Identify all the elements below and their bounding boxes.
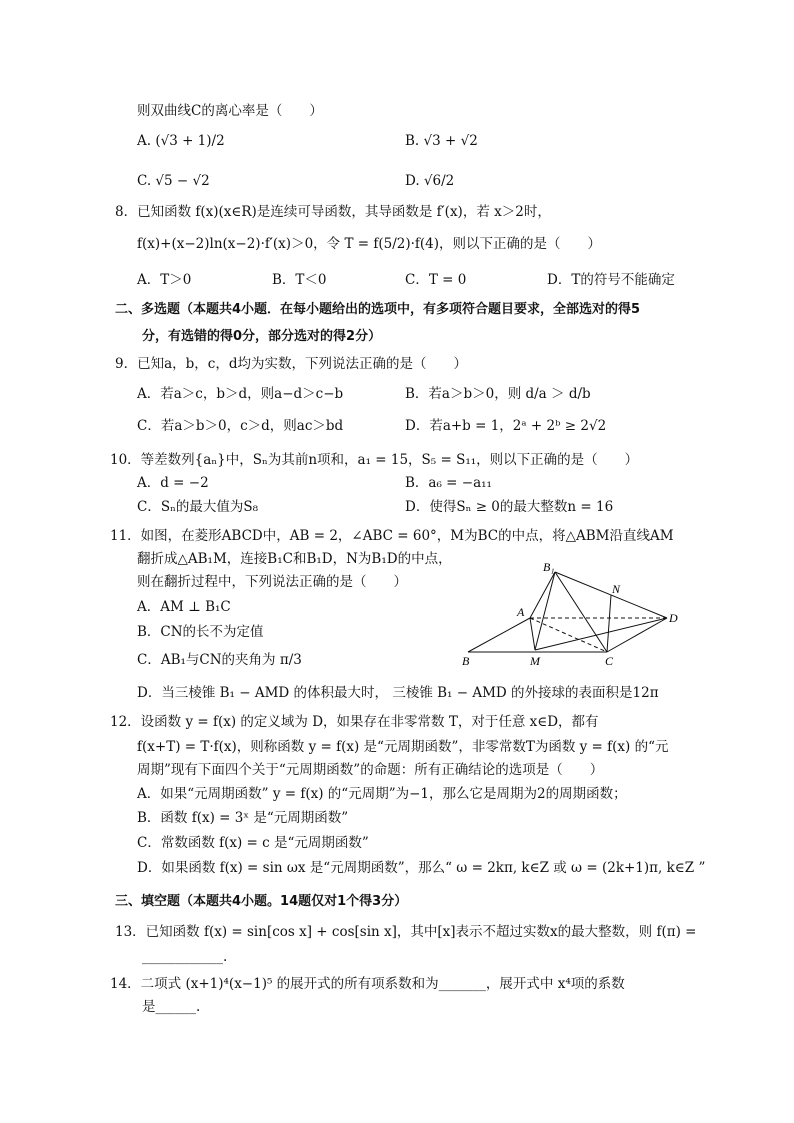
q12-option-a: A．如果“元周期函数” y = f(x) 的“元周期”为−1，那么它是周期为2的周期函数； (137, 786, 627, 802)
label-b1: B₁ (543, 560, 555, 574)
q8-option-d: D．T的符号不能确定 (547, 272, 675, 288)
q11-option-d: D．当三棱锥 B₁ − AMD 的体积最大时， 三棱锥 B₁ − AMD 的外接球的表面积是12π (137, 685, 659, 701)
q10-option-c: C．Sₙ的最大值为S₈ (137, 499, 259, 515)
section-3-heading: 三、填空题（本题共4小题。14题仅对1个得3分） (115, 894, 408, 909)
q12-stem-1: 12．设函数 y = f(x) 的定义域为 D，如果存在非零常数 T，对于任意 x∈D，都有 (110, 714, 599, 730)
q11-option-c: C．AB₁与CN的夹角为 π/3 (137, 652, 302, 668)
q11-stem-3: 则在翻折过程中，下列说法正确的是（ ） (137, 574, 407, 590)
q11-option-b: B．CN的长不为定值 (137, 624, 264, 640)
section-2-heading: 二、多选题（本题共4小题．在每小题给出的选项中，有多项符合题目要求，全部选对的得5 (115, 302, 641, 317)
label-a: A (517, 605, 525, 619)
q11-stem-2: 翻折成△AB₁M，连接B₁C和B₁D，N为B₁D的中点， (137, 551, 452, 567)
q13-stem: 13．已知函数 f(x) = sin[cos x] + cos[sin x]，其中[x]表示不超过实数x的最大整数，则 f(π) = (115, 924, 697, 940)
q9-option-d: D．若a+b = 1，2ᵃ + 2ᵇ ≥ 2√2 (405, 418, 607, 434)
q12-stem-2: f(x+T) = T·f(x)，则称函数 y = f(x) 是“元周期函数”，非零常数T为函数 y = f(x) 的“元 (137, 739, 669, 755)
section-2-heading-cont: 分，有选错的得0分，部分选对的得2分） (142, 329, 382, 344)
q8-option-a: A．T＞0 (137, 272, 192, 288)
q14-stem-cont: 是______. (142, 999, 201, 1015)
q7-option-d: D. √6/2 (405, 173, 455, 189)
q7-option-a: A. (√3 + 1)/2 (137, 133, 225, 149)
q14-stem: 14．二项式 (x+1)⁴(x−1)⁵ 的展开式的所有项系数和为_______，展开式中 x⁴项的系数 (110, 976, 625, 992)
q7-stem-tail: 则双曲线C的离心率是（ ） (137, 103, 323, 119)
q12-option-c: C．常数函数 f(x) = c 是“元周期函数” (137, 835, 369, 851)
q12-option-b: B．函数 f(x) = 3ˣ 是“元周期函数” (137, 810, 349, 826)
q9-option-c: C．若a＞b＞0，c＞d，则ac＞bd (137, 418, 344, 434)
q9-option-b: B．若a＞b＞0，则 d/a ＞ d/b (405, 386, 591, 402)
q10-stem: 10．等差数列{aₙ}中，Sₙ为其前n项和，a₁ = 15，S₅ = S₁₁，则以下正确的是（ ） (110, 452, 639, 468)
label-b: B (462, 654, 470, 668)
q10-option-d: D．使得Sₙ ≥ 0的最大整数n = 16 (405, 499, 614, 515)
q7-option-b: B. √3 + √2 (405, 133, 478, 149)
label-d: D (669, 611, 678, 625)
q12-option-d: D．如果函数 f(x) = sin ωx 是“元周期函数”，那么“ ω = 2kπ, k∈Z 或 ω = (2k+1)π, k∈Z ” (137, 860, 706, 876)
q8-stem-1: 8．已知函数 f(x)(x∈R)是连续可导函数，其导函数是 f′(x)，若 x＞2时， (115, 204, 551, 220)
label-n: N (612, 582, 621, 596)
q10-option-b: B．a₆ = −a₁₁ (405, 475, 492, 491)
q9-option-a: A．若a＞c，b＞d，则a−d＞c−b (137, 386, 344, 402)
q11-stem-1: 11．如图，在菱形ABCD中，AB = 2，∠ABC = 60°，M为BC的中点，将△ABM沿直线AM (110, 528, 674, 544)
q8-option-c: C．T = 0 (405, 272, 467, 288)
rhombus-fold-figure (455, 555, 685, 670)
q8-option-b: B．T＜0 (272, 272, 327, 288)
q11-option-a: A．AM ⊥ B₁C (137, 599, 231, 615)
q7-option-c: C. √5 − √2 (137, 173, 210, 189)
q10-option-a: A．d = −2 (137, 475, 209, 491)
q9-stem: 9．已知a，b，c，d均为实数，下列说法正确的是（ ） (115, 356, 467, 372)
q12-stem-3: 周期”现有下面四个关于“元周期函数”的命题：所有正确结论的选项是（ ） (137, 762, 604, 778)
label-m: M (530, 654, 540, 668)
label-c: C (605, 654, 614, 668)
q8-stem-2: f(x)+(x−2)ln(x−2)·f′(x)＞0，令 T = f(5/2)·f(4)，则以下正确的是（ ） (137, 236, 602, 252)
q13-blank: ____________. (142, 949, 228, 965)
